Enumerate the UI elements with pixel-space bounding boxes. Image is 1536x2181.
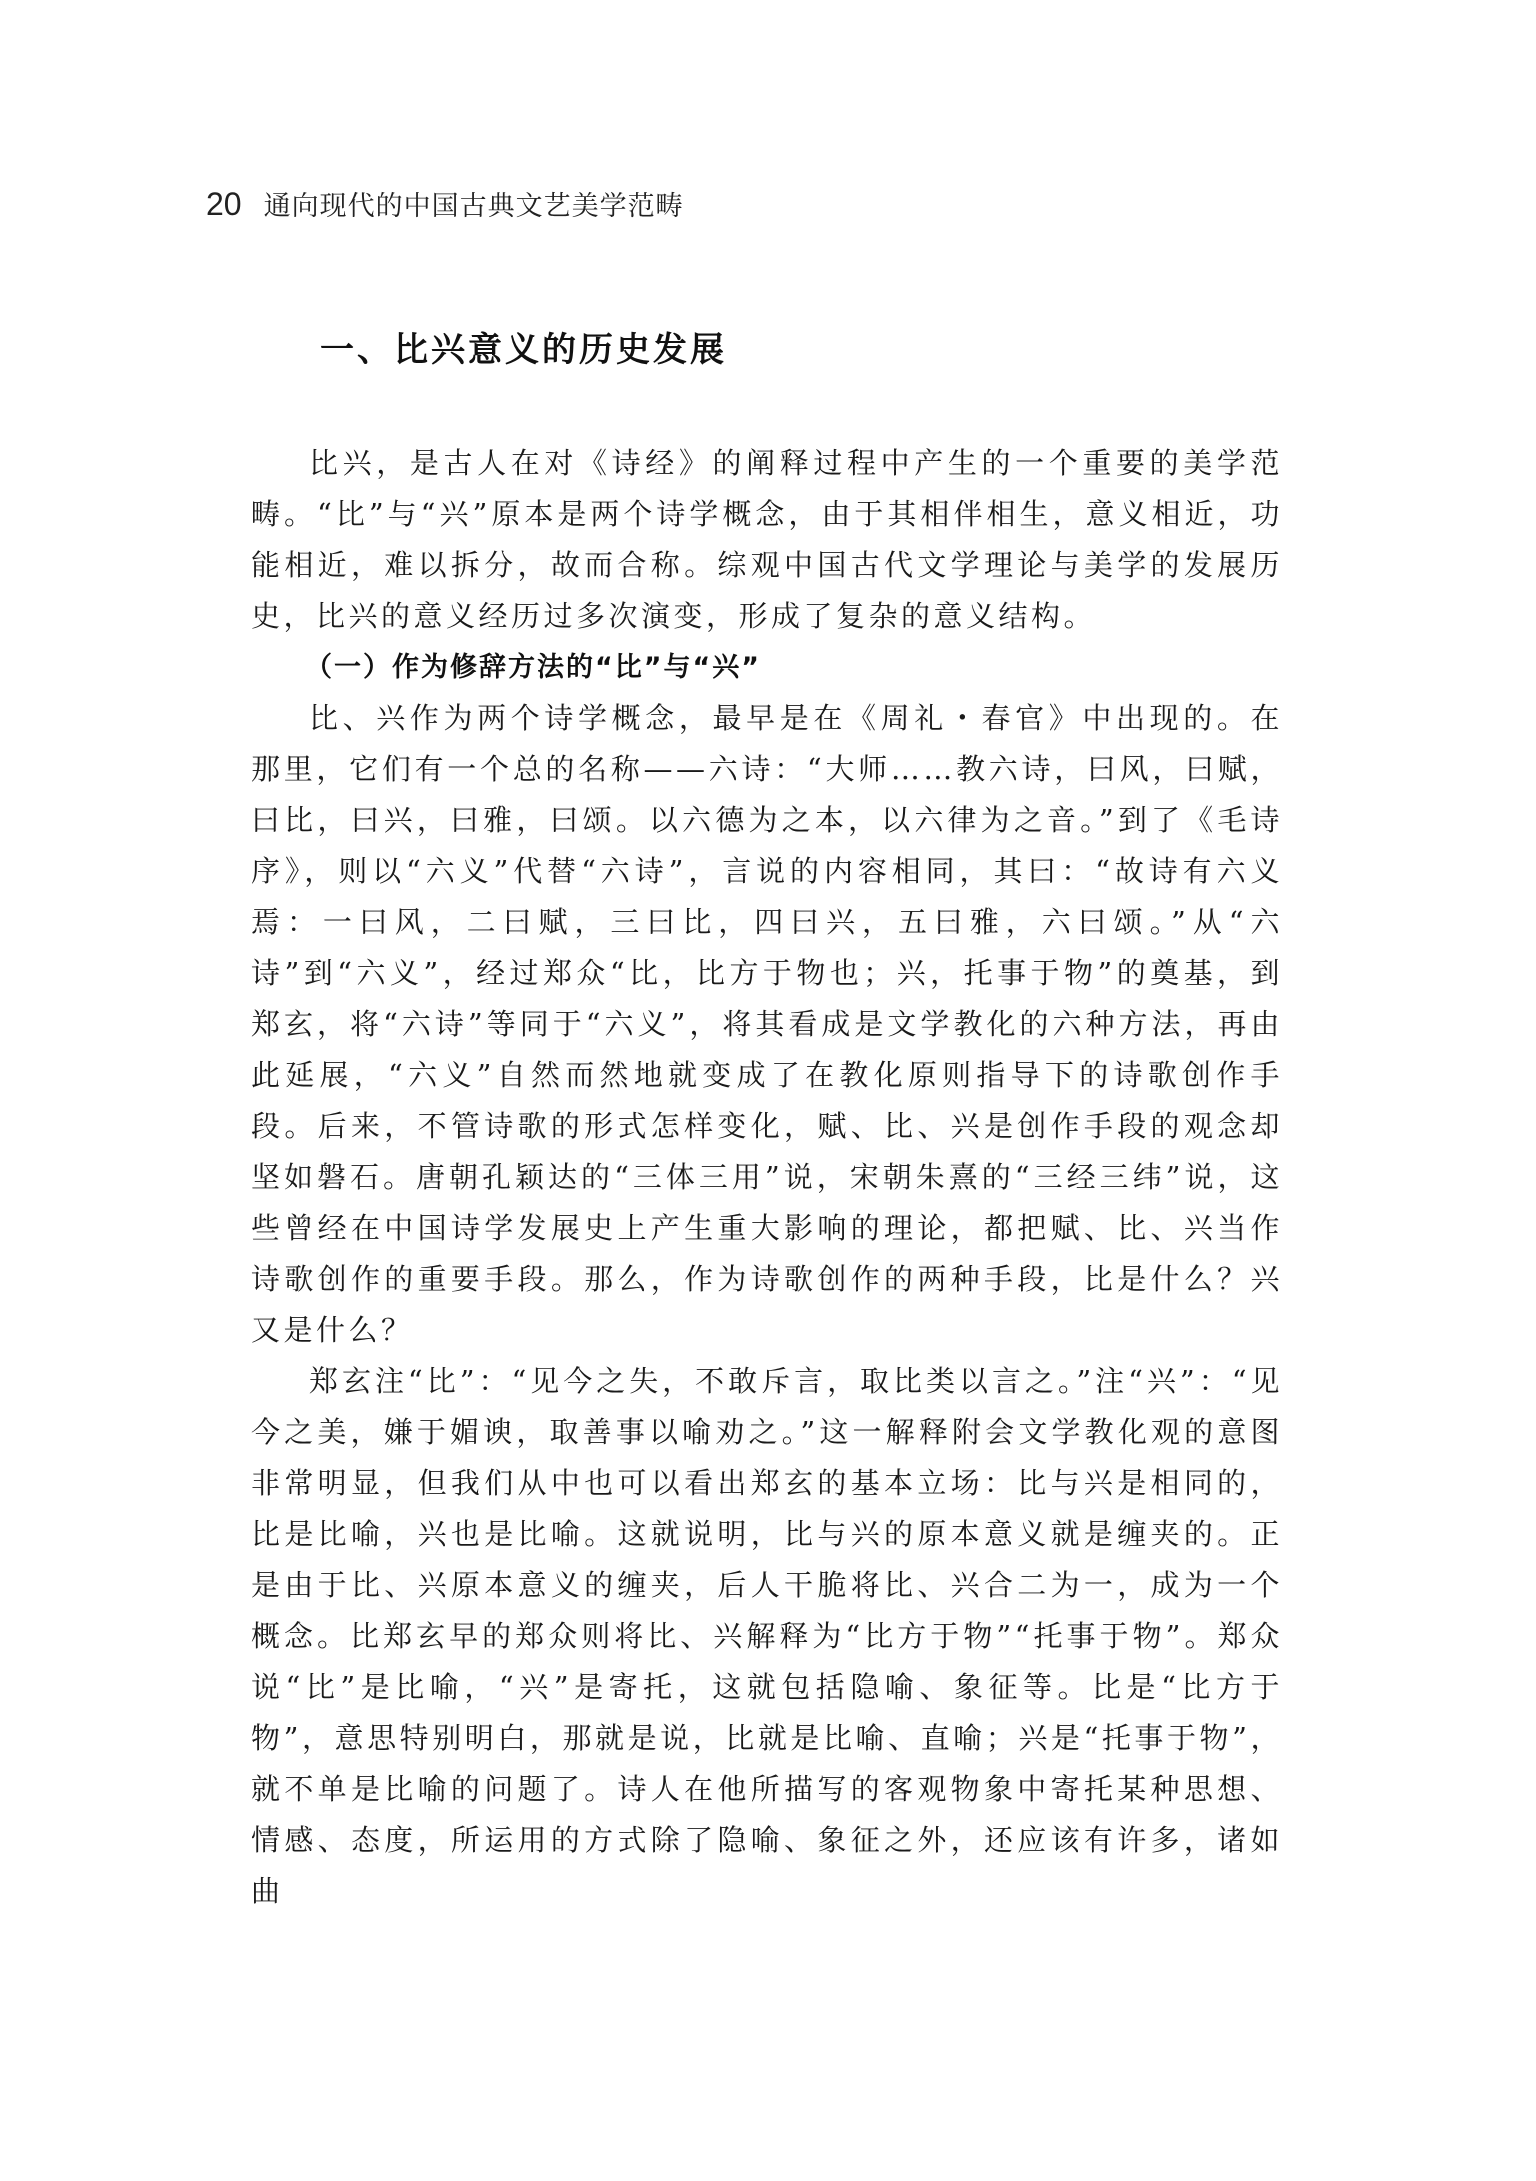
paragraph-3: 郑玄注“比”：“见今之失，不敢斥言，取比类以言之。”注“兴”：“见今之美，嫌于媚谀，取善事以喻劝之。”这一解释附会文学教化观的意图非常明显，但我们从中也可以看出郑玄的基本立场：比与兴是相同的，比是比喻，兴也是比喻。这就说明，比与兴的原本意义就是缠夹的。正是由于比、兴原本意义的缠夹，后人干脆将比、兴合二为一，成为一个概念。比郑玄早的郑众则将比、兴解释为“比方于物”“托事于物”。郑众说“比”是比喻，“兴”是寄托，这就包括隐喻、象征等。比是“比方于物”，意思特别明白，那就是说，比就是比喻、直喻；兴是“托事于物”，就不单是比喻的问题了。诗人在他所描写的客观物象中寄托某种思想、情感、态度，所运用的方式除了隐喻、象征之外，还应该有许多，诸如曲: [251, 1364, 1283, 1908]
body-text: [251, 438, 1283, 1917]
paragraph-1: 比兴，是古人在对《诗经》的阐释过程中产生的一个重要的美学范畴。“比”与“兴”原本是两个诗学概念，由于其相伴相生，意义相近，功能相近，难以拆分，故而合称。综观中国古代文学理论与美学的发展历史，比兴的意义经历过多次演变，形成了复杂的意义结构。: [251, 446, 1283, 633]
running-header: [206, 184, 684, 228]
subsection-heading: （一）作为修辞方法的“比”与“兴”: [305, 652, 761, 683]
section-heading: 一、比兴意义的历史发展: [320, 330, 727, 370]
page-number: 20: [206, 186, 242, 222]
running-title: 通向现代的中国古典文艺美学范畴: [263, 191, 684, 222]
paragraph-2: 比、兴作为两个诗学概念，最早是在《周礼・春官》中出现的。在那里，它们有一个总的名称——六诗：“大师……教六诗，曰风，曰赋，曰比，曰兴，曰雅，曰颂。以六德为之本，以六律为之音。”到了《毛诗序》，则以“六义”代替“六诗”，言说的内容相同，其曰：“故诗有六义焉：一曰风，二曰赋，三曰比，四曰兴，五曰雅，六曰颂。”从“六诗”到“六义”，经过郑众“比，比方于物也；兴，托事于物”的奠基，到郑玄，将“六诗”等同于“六义”，将其看成是文学教化的六种方法，再由此延展，“六义”自然而然地就变成了在教化原则指导下的诗歌创作手段。后来，不管诗歌的形式怎样变化，赋、比、兴是创作手段的观念却坚如磐石。唐朝孔颖达的“三体三用”说，宋朝朱熹的“三经三纬”说，这些曾经在中国诗学发展史上产生重大影响的理论，都把赋、比、兴当作诗歌创作的重要手段。那么，作为诗歌创作的两种手段，比是什么？兴又是什么？: [251, 701, 1283, 1347]
